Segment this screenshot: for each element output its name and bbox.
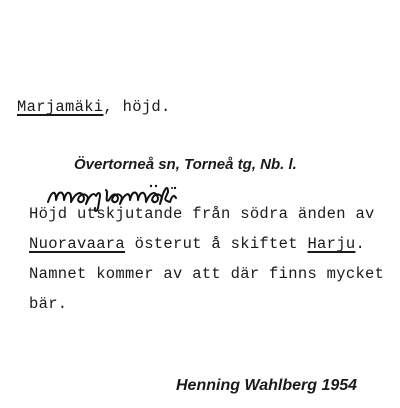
body-line-3: Namnet kommer av att där finns mycket: [29, 265, 385, 283]
parish-source-stamp: Övertorneå sn, Torneå tg, Nb. l.: [74, 156, 297, 173]
place-ref-harju: Harju: [307, 235, 356, 253]
heading-rest: , höjd.: [103, 98, 171, 116]
body-line-2-mid: österut å skiftet: [125, 235, 308, 253]
heading-line: [17, 98, 171, 116]
collector-signature: Henning Wahlberg 1954: [176, 377, 358, 394]
place-name: Marjamäki: [17, 98, 104, 116]
body-line-4: bär.: [29, 295, 68, 313]
body-line-2-end: .: [355, 235, 366, 253]
body-line-2: [29, 235, 365, 253]
place-ref-nuoravaara: Nuoravaara: [29, 235, 126, 253]
body-line-1: Höjd utskjutande från södra änden av: [29, 205, 375, 223]
